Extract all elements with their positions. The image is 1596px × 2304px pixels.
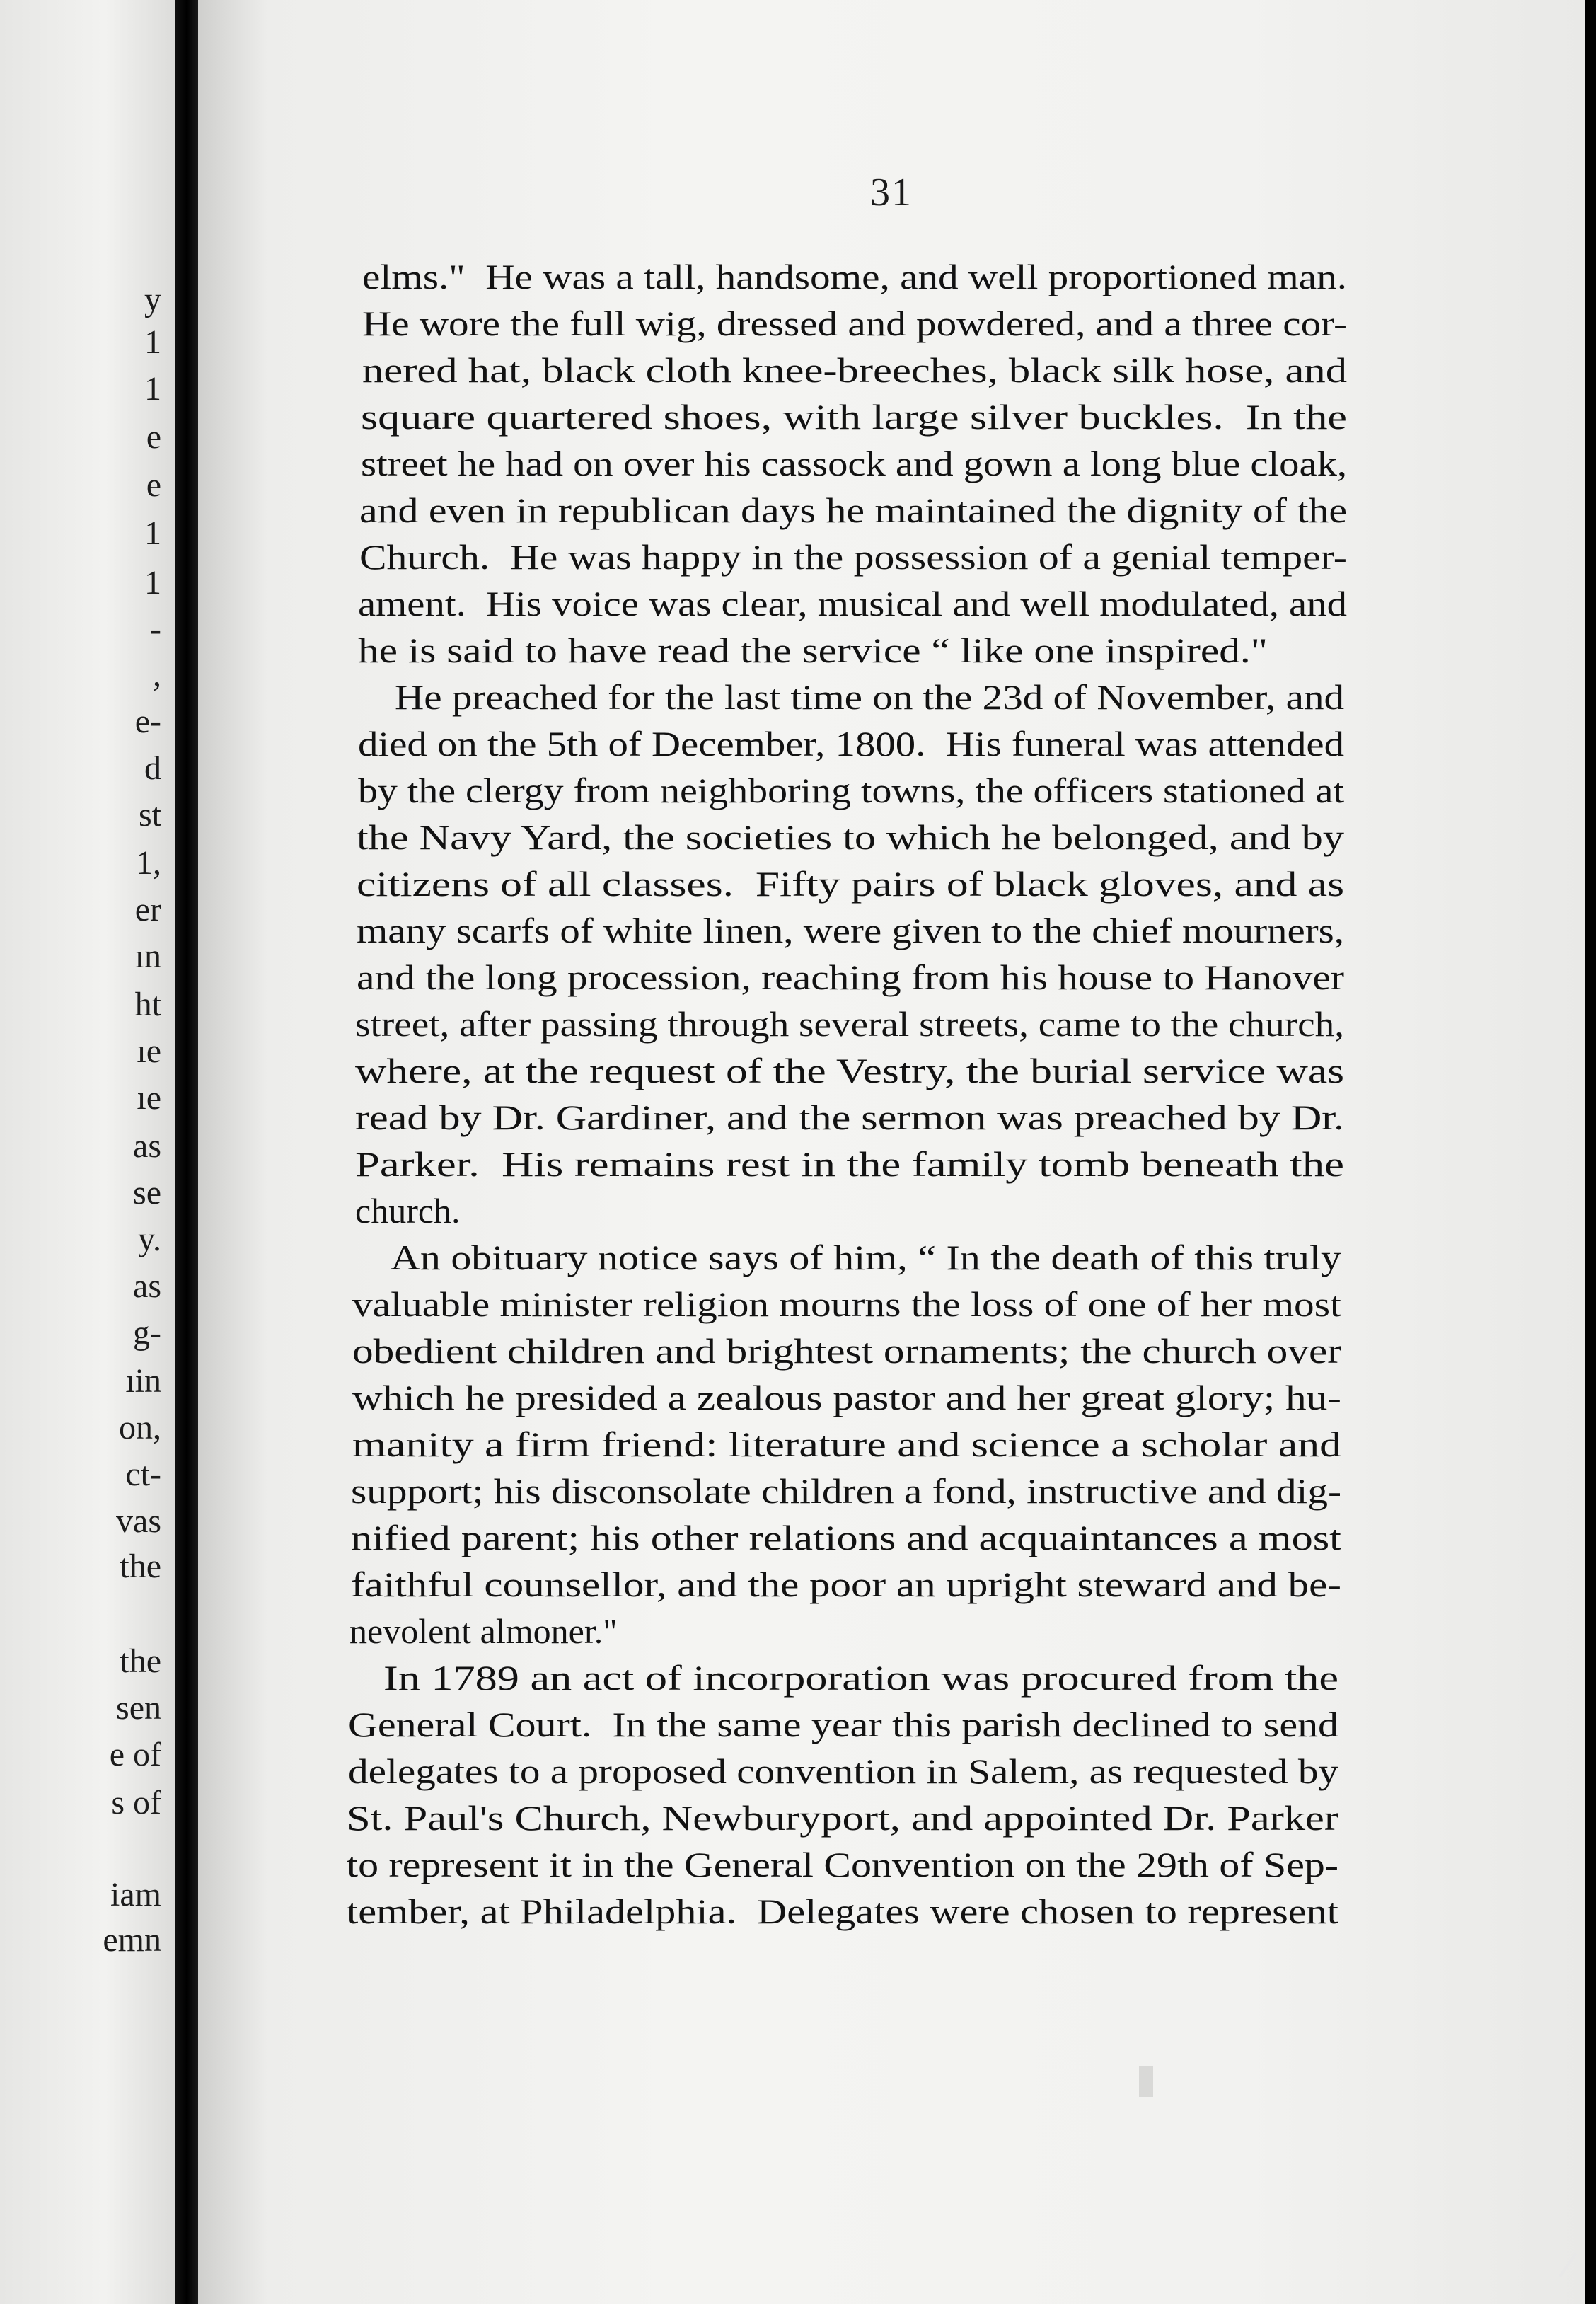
facing-page-text: e- — [134, 703, 161, 740]
facing-page-text: st — [138, 796, 161, 834]
facing-page-text: er — [134, 891, 161, 928]
text-line-content: many scarfs of white linen, were given to the chief mourners, — [357, 911, 1345, 950]
text-line-content: elms." He was a tall, handsome, and well proportioned man. — [362, 257, 1348, 296]
text-line-content: valuable minister religion mourns the loss of one of her most — [352, 1284, 1341, 1324]
facing-page-text: y. — [138, 1221, 161, 1258]
text-line-content: He wore the full wig, dressed and powdered, and a three cor- — [362, 304, 1348, 343]
text-line-content: read by Dr. Gardiner, and the sermon was preached by Dr. — [355, 1098, 1345, 1137]
facing-page-text: , — [153, 656, 161, 693]
text-line-content: manity a firm friend: literature and science a scholar and — [352, 1424, 1342, 1464]
text-line-content: and even in republican days he maintained the dignity of the — [359, 490, 1348, 530]
text-line-content: nered hat, black cloth knee-breeches, black silk hose, and — [362, 350, 1348, 390]
text-line-content: He preached for the last time on the 23d of November, and — [395, 677, 1345, 717]
text-line-content: he is said to have read the service “ like one inspired." — [358, 630, 1268, 670]
facing-page-text: 1 — [144, 323, 161, 361]
facing-page-text: ın — [134, 938, 161, 975]
facing-page-text: se — [133, 1174, 161, 1211]
text-line-content: support; his disconsolate children a fond, instructive and dig- — [351, 1471, 1342, 1511]
facing-page-text: ct- — [125, 1456, 161, 1493]
text-line-content: St. Paul's Church, Newburyport, and appointed Dr. Parker — [347, 1798, 1339, 1838]
book-gutter — [175, 0, 198, 2304]
facing-page-text: d — [144, 749, 161, 787]
facing-page-text: the — [120, 1548, 161, 1585]
facing-page-text: 1 — [144, 514, 161, 552]
text-line-content: Parker. His remains rest in the family tomb beneath the — [355, 1144, 1344, 1184]
text-line-content: the Navy Yard, the societies to which he belonged, and by — [357, 817, 1345, 857]
facing-page-text: e — [146, 466, 161, 504]
text-line-content: In 1789 an act of incorporation was procured from the — [383, 1658, 1339, 1698]
text-line-content: General Court. In the same year this parish declined to send — [348, 1705, 1339, 1744]
text-line-content: and the long procession, reaching from his house to Hanover — [357, 957, 1345, 997]
text-line-content: An obituary notice says of him, “ In the death of this truly — [391, 1238, 1341, 1277]
page-number: 31 — [870, 171, 913, 214]
facing-page-text: s of — [111, 1784, 161, 1821]
page-edge — [1585, 0, 1596, 2304]
facing-page-text: on, — [119, 1409, 161, 1446]
text-line-content: where, at the request of the Vestry, the burial service was — [355, 1051, 1345, 1090]
book-page — [198, 0, 1585, 2304]
text-line-content: nevolent almoner." — [349, 1611, 618, 1651]
facing-page-text: y — [144, 281, 161, 318]
text-line-content: which he presided a zealous pastor and her great glory; hu- — [352, 1378, 1341, 1417]
facing-page-text: g- — [133, 1314, 161, 1352]
facing-page-text: the — [120, 1642, 161, 1680]
facing-page-text: iam — [110, 1876, 161, 1913]
text-line-content: faithful counsellor, and the poor an upright steward and be- — [351, 1565, 1341, 1604]
text-line-content: nified parent; his other relations and acquaintances a most — [351, 1518, 1341, 1557]
text-line-content: church. — [355, 1191, 461, 1231]
text-line-content: delegates to a proposed convention in Salem, as requested by — [348, 1751, 1339, 1791]
text-line-content: tember, at Philadelphia. Delegates were chosen to represent — [347, 1891, 1338, 1931]
text-line-content: citizens of all classes. Fifty pairs of black gloves, and as — [357, 864, 1345, 904]
facing-page-text: e — [146, 418, 161, 456]
text-line-content: street, after passing through several streets, came to the church, — [355, 1004, 1344, 1044]
facing-page-text: vas — [116, 1502, 161, 1540]
facing-page-text: - — [150, 611, 161, 648]
paper-speck — [1139, 2066, 1153, 2097]
facing-page-text: sen — [116, 1689, 161, 1727]
text-line-content: street he had on over his cassock and gown a long blue cloak, — [361, 444, 1348, 483]
facing-page-text: ıe — [137, 1079, 161, 1117]
facing-page-text: e of — [109, 1736, 161, 1773]
text-line-content: died on the 5th of December, 1800. His funeral was attended — [358, 724, 1345, 764]
text-line-content: square quartered shoes, with large silver buckles. In the — [361, 397, 1347, 437]
text-line-content: Church. He was happy in the possession of a genial temper- — [359, 537, 1348, 577]
text-line-content: ament. His voice was clear, musical and well modulated, and — [358, 584, 1347, 623]
text-line-content: obedient children and brightest ornaments; the church over — [352, 1331, 1342, 1371]
facing-page-text: ht — [134, 986, 161, 1023]
facing-page-text: as — [133, 1127, 161, 1165]
text-line-content: to represent it in the General Convention on the 29th of Sep- — [347, 1845, 1339, 1884]
facing-page-fragment — [0, 0, 175, 2304]
facing-page-text: ıin — [125, 1362, 161, 1400]
facing-page-text: 1 — [144, 564, 161, 601]
facing-page-text: 1 — [144, 370, 161, 408]
facing-page-text: 1, — [136, 844, 161, 882]
facing-page-text: as — [133, 1267, 161, 1305]
text-line-content: by the clergy from neighboring towns, the officers stationed at — [358, 771, 1344, 810]
facing-page-text: emn — [103, 1921, 161, 1959]
facing-page-text: ıe — [137, 1032, 161, 1070]
